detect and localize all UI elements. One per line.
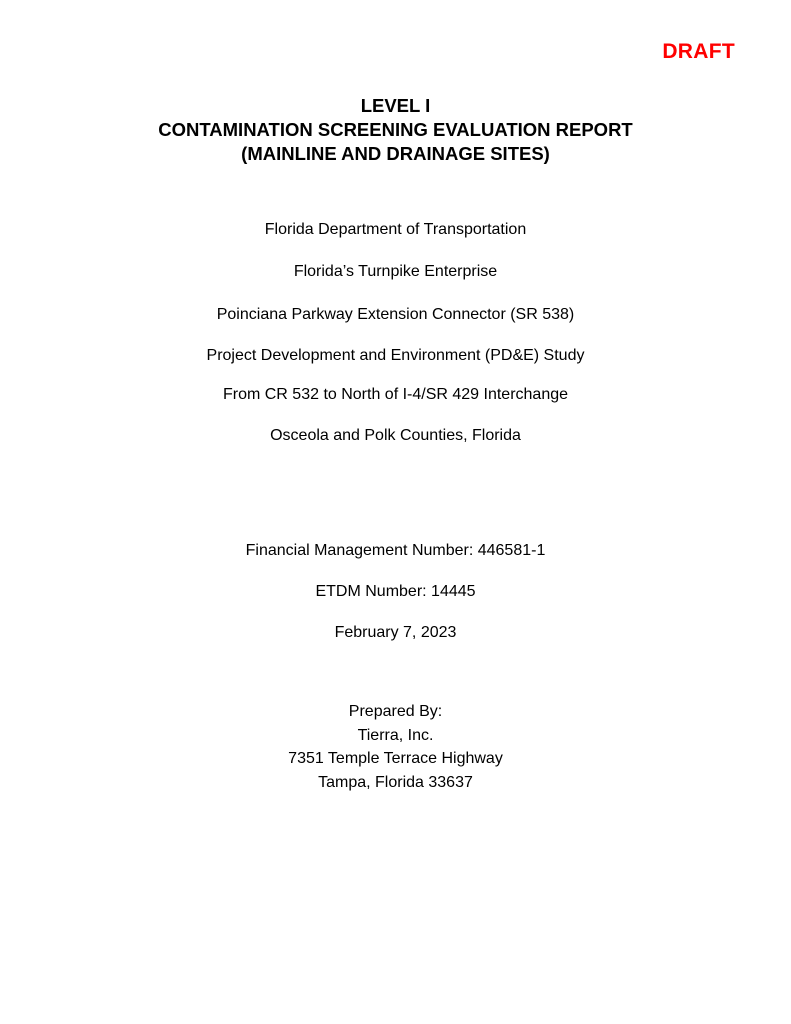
study-name: Project Development and Environment (PD&E) Study xyxy=(206,347,585,364)
agency-name: Florida Department of Transportation xyxy=(264,221,527,238)
etdm-number: ETDM Number: 14445 xyxy=(315,583,476,600)
preparer-city: Tampa, Florida 33637 xyxy=(318,773,473,791)
prepared-by-label: Prepared By: xyxy=(348,703,443,720)
draft-stamp: DRAFT xyxy=(662,40,735,63)
financial-management-number: Financial Management Number: 446581-1 xyxy=(245,542,546,559)
preparer-company: Tierra, Inc. xyxy=(357,726,434,744)
project-name: Poinciana Parkway Extension Connector (SR 538) xyxy=(216,306,575,323)
title-line-report-name: CONTAMINATION SCREENING EVALUATION REPORT xyxy=(158,119,633,140)
project-counties: Osceola and Polk Counties, Florida xyxy=(270,427,521,444)
report-title xyxy=(0,94,791,166)
prepared-by-block xyxy=(0,700,791,794)
title-line-level: LEVEL I xyxy=(360,95,431,116)
report-date: February 7, 2023 xyxy=(334,624,457,641)
title-line-sites: (MAINLINE AND DRAINAGE SITES) xyxy=(241,143,550,164)
preparer-street: 7351 Temple Terrace Highway xyxy=(288,750,503,767)
enterprise-name: Florida’s Turnpike Enterprise xyxy=(293,263,498,280)
project-limits: From CR 532 to North of I-4/SR 429 Interchange xyxy=(222,386,569,403)
